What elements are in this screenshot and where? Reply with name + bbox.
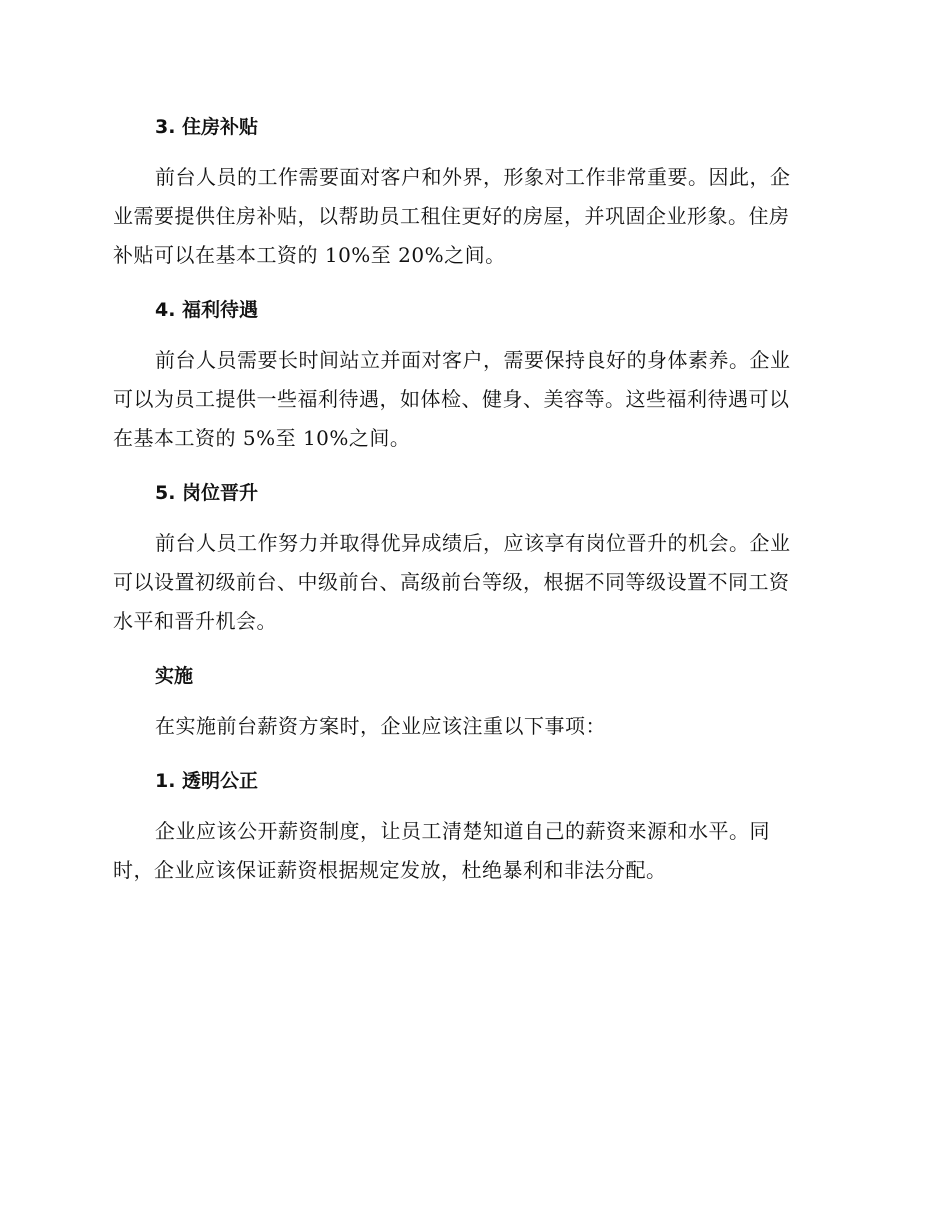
paragraph-line: 企业应该公开薪资制度，让员工清楚知道自己的薪资来源和水平。同 — [155, 819, 770, 843]
section-heading-benefits: 4. 福利待遇 — [155, 299, 259, 321]
section-heading-implementation: 实施 — [155, 665, 194, 687]
section-paragraph-housing-subsidy — [113, 158, 833, 275]
paragraph-line: 补贴可以在基本工资的 10%至 20%之间。 — [113, 243, 506, 267]
paragraph-line: 前台人员需要长时间站立并面对客户，需要保持良好的身体素养。企业 — [155, 348, 791, 372]
paragraph-line: 在基本工资的 5%至 10%之间。 — [113, 426, 411, 450]
paragraph-line: 在实施前台薪资方案时，企业应该注重以下事项： — [155, 714, 606, 738]
paragraph-line: 可以设置初级前台、中级前台、高级前台等级，根据不同等级设置不同工资 — [113, 570, 790, 594]
paragraph-line: 可以为员工提供一些福利待遇，如体检、健身、美容等。这些福利待遇可以 — [113, 387, 790, 411]
section-heading-promotion: 5. 岗位晋升 — [155, 482, 259, 504]
section-paragraph-transparency — [113, 812, 833, 890]
section-paragraph-promotion — [113, 524, 833, 641]
paragraph-line: 业需要提供住房补贴，以帮助员工租住更好的房屋，并巩固企业形象。住房 — [113, 204, 790, 228]
section-paragraph-benefits — [113, 341, 833, 458]
paragraph-line: 前台人员的工作需要面对客户和外界，形象对工作非常重要。因此，企 — [155, 165, 791, 189]
document-page — [113, 108, 833, 906]
paragraph-line: 前台人员工作努力并取得优异成绩后，应该享有岗位晋升的机会。企业 — [155, 531, 791, 555]
section-heading-housing-subsidy: 3. 住房补贴 — [155, 116, 259, 138]
section-heading-transparency: 1. 透明公正 — [155, 770, 259, 792]
paragraph-line: 时，企业应该保证薪资根据规定发放，杜绝暴利和非法分配。 — [113, 858, 667, 882]
paragraph-line: 水平和晋升机会。 — [113, 609, 277, 633]
section-paragraph-implementation — [113, 707, 833, 746]
